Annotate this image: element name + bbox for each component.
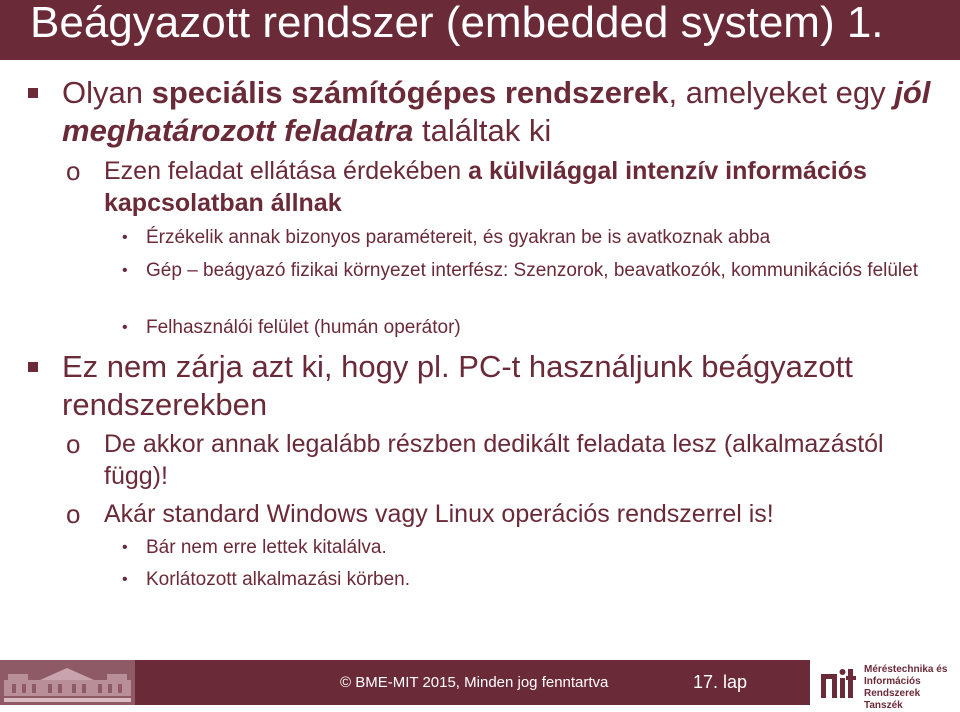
dot-bullet-icon: • — [122, 539, 128, 556]
circle-bullet-icon: o — [66, 499, 81, 529]
footer-bar — [0, 660, 960, 711]
circle-bullet-icon: o — [66, 429, 81, 459]
bullet-level3-5: • Korlátozott alkalmazási körben. — [146, 567, 936, 593]
circle-bullet-icon: o — [66, 156, 81, 186]
dot-bullet-icon: • — [122, 229, 128, 246]
bullet-level2-1: o Ezen feladat ellátása érdekében a külvilággal intenzív információs kapcsolatban állnak — [66, 156, 867, 217]
square-bullet-icon — [28, 88, 38, 98]
slide-title: Beágyazott rendszer (embedded system) 1. — [30, 0, 884, 47]
bullet-level2-2: o De akkor annak legalább részben dedikált feladata lesz (alkalmazástól függ)! — [66, 429, 884, 490]
mit-logo-icon — [820, 666, 856, 700]
university-building-logo — [0, 660, 135, 705]
footer-page-number: 17. lap — [693, 672, 748, 692]
title-bar — [0, 0, 960, 60]
bullet-level1-1: Olyan speciális számítógépes rendszerek, amelyeket egy jól meghatározott feladatra találtak ki — [62, 74, 942, 150]
department-logo — [810, 660, 960, 711]
bullet-level2-3: o Akár standard Windows vagy Linux operációs rendszerrel is! — [66, 499, 774, 529]
bullet-level3-4: • Bár nem erre lettek kitalálva. — [146, 535, 936, 561]
dot-bullet-icon: • — [122, 571, 128, 588]
dot-bullet-icon: • — [122, 262, 128, 279]
bullet-level3-2: • Gép – beágyazó fizikai környezet interfész: Szenzorok, beavatkozók, kommunikációs felület — [146, 258, 936, 284]
department-name: Méréstechnika és Információs Rendszerek Tanszék — [864, 664, 948, 711]
dot-bullet-icon: • — [122, 319, 128, 336]
bullet-level3-3: • Felhasználói felület (humán operátor) — [146, 315, 936, 341]
bullet-level3-1: • Érzékelik annak bizonyos paramétereit, és gyakran be is avatkoznak abba — [146, 225, 936, 251]
footer-copyright: © BME-MIT 2015, Minden jog fenntartva — [340, 674, 609, 691]
bullet-level1-2: Ez nem zárja azt ki, hogy pl. PC-t használjunk beágyazott rendszerekben — [62, 348, 942, 424]
building-icon — [0, 660, 135, 705]
square-bullet-icon — [28, 362, 38, 372]
